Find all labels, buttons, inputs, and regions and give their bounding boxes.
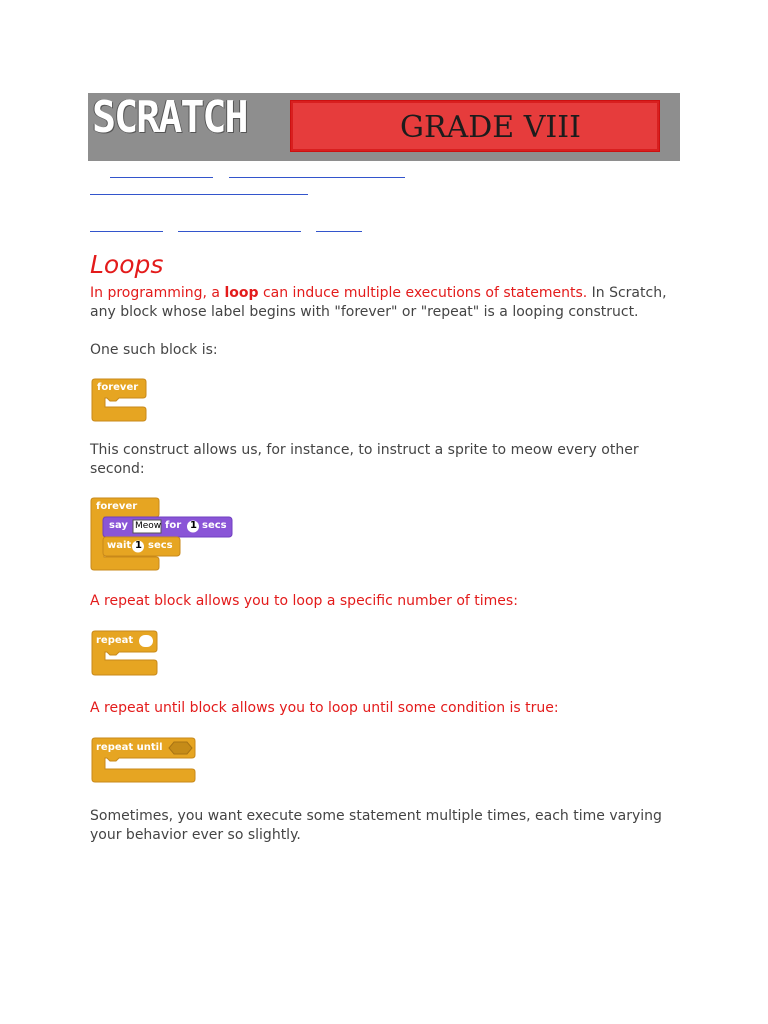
- forever-label-2: forever: [96, 501, 138, 512]
- say-secs-label: secs: [202, 520, 227, 531]
- forever-block: [91, 378, 147, 422]
- repeat-label: repeat: [96, 635, 134, 646]
- nav-link-3[interactable]: [90, 193, 308, 195]
- closing-text: Sometimes, you want execute some statement multiple times, each time varying your behavior ever so slightly.: [90, 808, 662, 843]
- nav-link-1[interactable]: [110, 176, 213, 178]
- nav-link-4[interactable]: [90, 230, 163, 232]
- intro-paragraph: [90, 284, 680, 322]
- repeat-until-block: [91, 737, 197, 783]
- intro-rest: In Scratch, any block whose label begins with "forever" or "repeat" is a looping construct.: [90, 285, 667, 320]
- wait-value: 1: [135, 540, 142, 551]
- wait-secs-label: secs: [148, 540, 173, 551]
- say-label: say: [109, 520, 128, 531]
- for-label: for: [165, 520, 182, 531]
- intro-red-2: can induce multiple executions of statements.: [258, 285, 588, 301]
- grade-title: GRADE VIII: [400, 110, 581, 145]
- construct-text: This construct allows us, for instance, to instruct a sprite to meow every other second:: [90, 442, 639, 477]
- intro-bold: loop: [224, 285, 259, 301]
- forever-meow-block: [90, 497, 235, 571]
- page-title: Loops: [90, 250, 164, 279]
- intro-red-1: In programming, a: [90, 285, 225, 301]
- repeat-block: [91, 630, 159, 676]
- nav-link-2[interactable]: [229, 176, 405, 178]
- say-secs-value: 1: [190, 520, 197, 531]
- repeat-until-label: repeat until: [96, 742, 163, 753]
- nav-link-6[interactable]: [316, 230, 362, 232]
- forever-label: forever: [97, 382, 139, 393]
- repeat-text: A repeat block allows you to loop a specific number of times:: [90, 593, 518, 609]
- nav-link-5[interactable]: [178, 230, 301, 232]
- wait-label: wait: [107, 540, 132, 551]
- scratch-logo: SCRATCH: [92, 92, 247, 143]
- meow-field: Meow: [135, 521, 162, 531]
- repeat-until-text: A repeat until block allows you to loop until some condition is true:: [90, 700, 559, 716]
- one-such-text: One such block is:: [90, 342, 218, 358]
